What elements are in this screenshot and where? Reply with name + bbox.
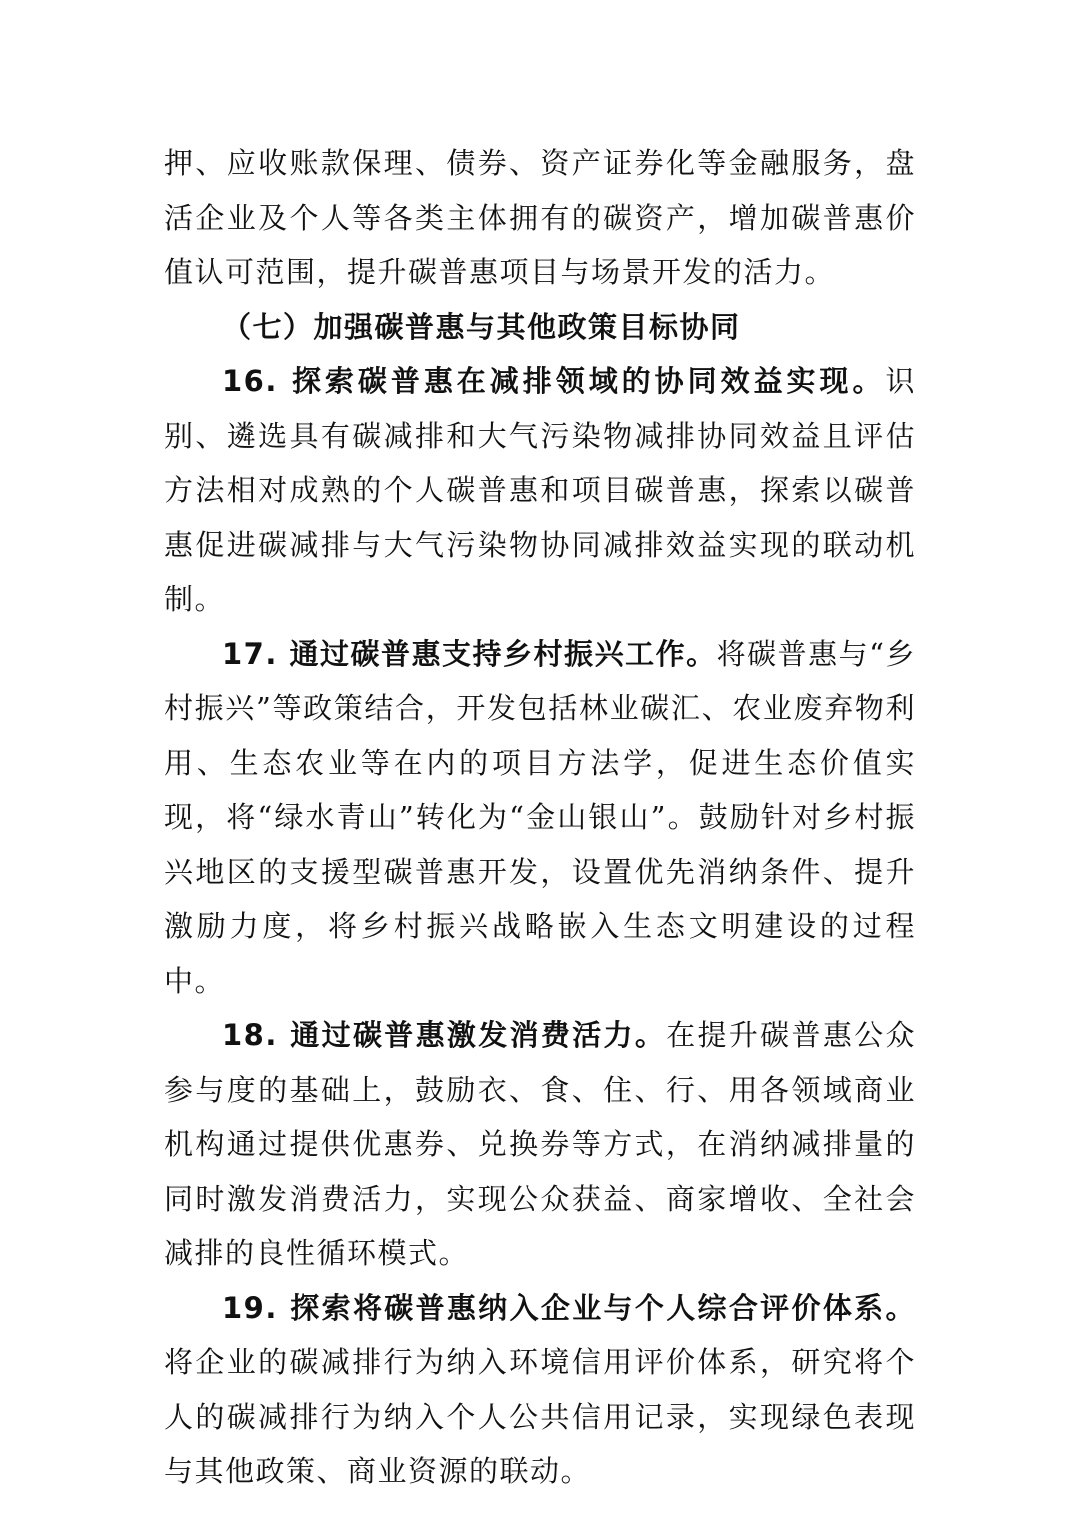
item-16-body: 识别、遴选具有碳减排和大气污染物减排协同效益且评估方法相对成熟的个人碳普惠和项目碳普惠，探索以碳普惠促进碳减排与大气污染物协同减排效益实现的联动机制。 (164, 364, 916, 616)
item-19-lead: 19. 探索将碳普惠纳入企业与个人综合评价体系。 (222, 1290, 916, 1325)
item-18-lead: 18. 通过碳普惠激发消费活力。 (222, 1018, 667, 1052)
item-19-body: 将企业的碳减排行为纳入环境信用评价体系，研究将个人的碳减排行为纳入个人公共信用记录，实现绿色表现与其他政策、商业资源的联动。 (164, 1345, 916, 1488)
paragraph-item-16 (164, 354, 916, 627)
paragraph-item-19 (164, 1281, 916, 1499)
item-17-lead: 17. 通过碳普惠支持乡村振兴工作。 (222, 636, 717, 671)
item-17-body: 将碳普惠与“乡村振兴”等政策结合，开发包括林业碳汇、农业废弃物利用、生态农业等在内的项目方法学，促进生态价值实现，将“绿水青山”转化为“金山银山”。鼓励针对乡村振兴地区的支援型碳普惠开发，设置优先消纳条件、提升激励力度，将乡村振兴战略嵌入生态文明建设的过程中。 (164, 636, 916, 998)
item-16-lead: 16. 探索碳普惠在减排领域的协同效益实现。 (222, 364, 886, 398)
section-heading-7: （七）加强碳普惠与其他政策目标协同 (222, 309, 741, 344)
paragraph-continuation: 押、应收账款保理、债券、资产证券化等金融服务，盘活企业及个人等各类主体拥有的碳资产，增加碳普惠价值认可范围，提升碳普惠项目与场景开发的活力。 (164, 146, 916, 289)
paragraph-item-18 (164, 1008, 916, 1281)
paragraph-item-17 (164, 627, 916, 1009)
item-18-body: 在提升碳普惠公众参与度的基础上，鼓励衣、食、住、行、用各领域商业机构通过提供优惠券、兑换券等方式，在消纳减排量的同时激发消费活力，实现公众获益、商家增收、全社会减排的良性循环模式。 (164, 1018, 916, 1270)
